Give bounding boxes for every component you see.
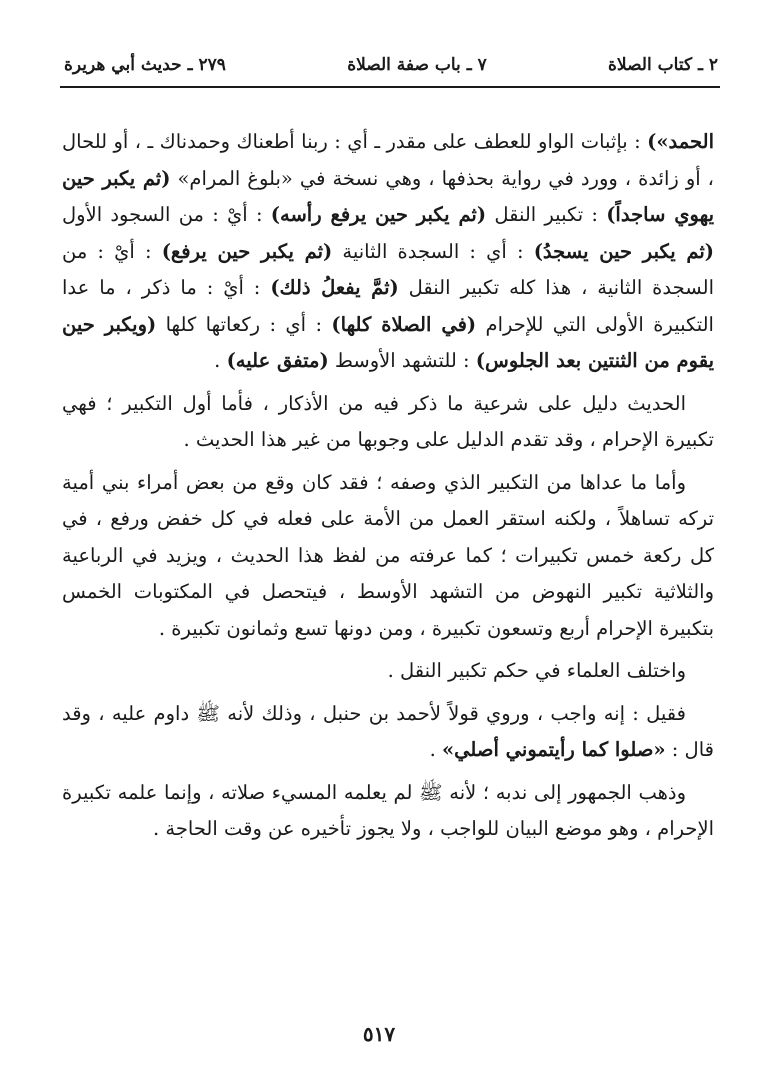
commentary-text: : تكبير النقل xyxy=(486,203,607,226)
commentary-text: : أي : السجدة الثانية xyxy=(332,239,534,263)
body-text xyxy=(62,124,714,854)
paragraph xyxy=(62,653,714,690)
running-header xyxy=(64,50,718,80)
header-hadith: ٢٧٩ ـ حديث أبي هريرة xyxy=(64,55,226,75)
commentary-text: وذهب الجمهور إلى ندبه ؛ لأنه ﷺ لم يعلمه المسيء صلاته ، وإنما علمه تكبيرة الإحرام ، وهو موضع البيان للواجب ، ولا يجوز تأخيره عن وقت الحاجة . xyxy=(62,780,714,840)
hadith-quote: (ثم يكبر حين يرفع رأسه) xyxy=(270,203,487,226)
commentary-text: وأما ما عداها من التكبير الذي وصفه ؛ فقد كان وقع من بعض أمراء بني أمية تركه تساهلاً ، ولكنه استقر العمل من الأمة على فعله في كل خفض ورفع ، في كل ركعة خمس تكبيرات ؛ كما عرفته من لفظ هذا الحديث ، ويزيد في الرباعية والثلاثية تكبير النهوض من التشهد الأوسط ، فيتحصل في المكتوبات الخمس بتكبيرة الإحرام أربع وتسعون تكبيرة ، ومن دونها تسع وثمانون تكبيرة . xyxy=(62,470,714,640)
paragraph xyxy=(62,386,714,459)
commentary-text: : أي : ركعاتها كلها xyxy=(156,312,332,336)
hadith-quote: (ثمَّ يفعلُ ذلك) xyxy=(270,276,399,299)
commentary-text: : أيْ : من السجدة الثانية ، هذا كله تكبير النقل xyxy=(62,239,714,299)
commentary-text: . xyxy=(429,738,442,761)
hadith-quote: (متفق عليه) xyxy=(226,349,329,372)
header-rule xyxy=(60,86,720,88)
hadith-quote: (ثم يكبر حين يسجدُ) xyxy=(533,239,715,263)
paragraph xyxy=(62,465,714,648)
hadith-quote: (ثم يكبر حين يهوي ساجداً) xyxy=(62,166,714,226)
page-number: ٥١٧ xyxy=(362,1022,396,1046)
header-chapter: ٢ ـ كتاب الصلاة xyxy=(608,55,718,75)
hadith-quote: (ثم يكبر حين يرفع) xyxy=(161,239,333,263)
commentary-text: الحديث دليل على شرعية ما ذكر فيه من الأذكار ، فأما أول التكبير ؛ فهي تكبيرة الإحرام ، وقد تقدم الدليل على وجوبها من غير هذا الحديث . xyxy=(62,391,714,451)
hadith-quote: الحمد») xyxy=(647,130,714,153)
commentary-text: واختلف العلماء في حكم تكبير النقل . xyxy=(387,659,686,682)
hadith-quote: (ويكبر حين يقوم من الثنتين بعد الجلوس) xyxy=(62,312,714,372)
commentary-text: . xyxy=(214,349,227,372)
commentary-text: : أيْ : من السجود الأول xyxy=(62,203,271,226)
paragraph xyxy=(62,696,714,769)
hadith-quote: «صلوا كما رأيتموني أصلي» xyxy=(441,738,666,761)
commentary-text: : بإثبات الواو للعطف على مقدر ـ أي : ربنا أطعناك وحمدناك ـ ، أو للحال ، أو زائدة ، وورد في رواية بحذفها ، وهي نسخة في «بلوغ المرام» xyxy=(62,130,714,190)
commentary-text: : للتشهد الأوسط xyxy=(328,349,476,372)
hadith-quote: (في الصلاة كلها) xyxy=(331,312,477,336)
header-section: ٧ ـ باب صفة الصلاة xyxy=(347,55,487,75)
commentary-text: فقيل : إنه واجب ، وروي قولاً لأحمد بن حنبل ، وذلك لأنه ﷺ داوم عليه ، وقد قال : xyxy=(62,701,714,761)
paragraph xyxy=(62,775,714,848)
commentary-text: : أيْ : ما ذكر ، ما عدا التكبيرة الأولى التي للإحرام xyxy=(62,276,714,336)
paragraph xyxy=(62,124,714,380)
